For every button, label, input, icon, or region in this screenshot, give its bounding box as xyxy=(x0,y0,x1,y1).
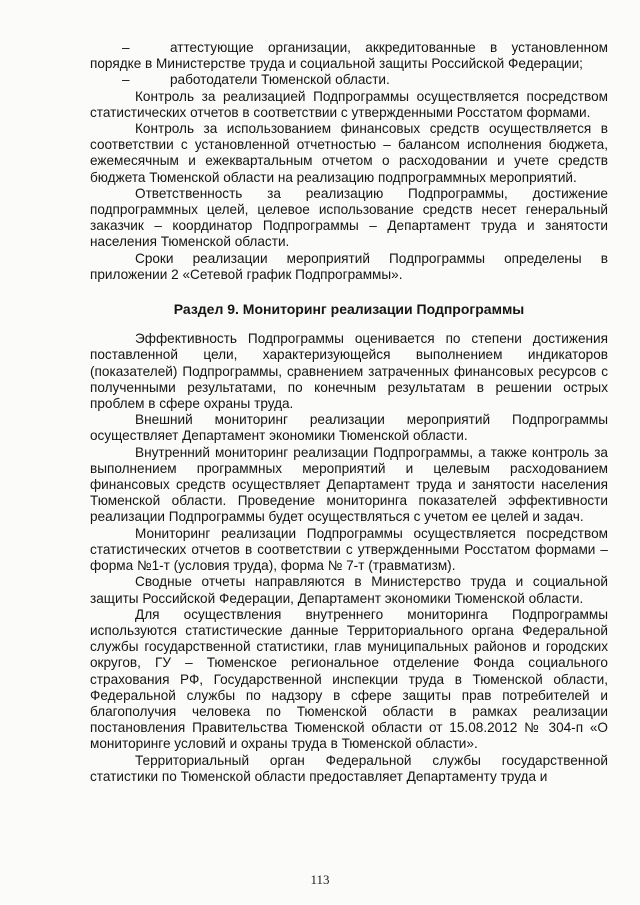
paragraph: Сводные отчеты направляются в Министерство труда и социальной защиты Российской Федерации, Департамент экономики Тюменской области. xyxy=(90,574,608,606)
paragraph: Сроки реализации мероприятий Подпрограммы определены в приложении 2 «Сетевой график Подпрограммы». xyxy=(90,250,608,282)
paragraph: Для осуществления внутреннего мониторинга Подпрограммы используются статистические данные Территориального органа Федеральной службы государственной статистики, глав муниципальных районов и городских округов, ГУ – Тюменское региональное отделение Фонда социального страхования РФ, Государственной инспекции труда в Тюменской области, Федеральной службы по надзору в сфере защиты прав потребителей и благополучия человека по Тюменской области в рамках реализации постановления Правительства Тюменской области от 15.08.2012 № 304-п «О мониторинге условий и охраны труда в Тюменской области». xyxy=(90,606,608,752)
paragraph: Мониторинг реализации Подпрограммы осуществляется посредством статистических отчетов в соответствии с утвержденными Росстатом формами – форма №1-т (условия труда), форма № 7-т (травматизм). xyxy=(90,525,608,574)
bullet-dash: – xyxy=(122,72,130,88)
paragraph: Контроль за использованием финансовых средств осуществляется в соответствии с установленной отчетностью – балансом исполнения бюджета, ежемесячным и ежеквартальным отчетом о расходовании и учете средств бюджета Тюменской области на реализацию подпрограммных мероприятий. xyxy=(90,121,608,185)
paragraph: Ответственность за реализацию Подпрограммы, достижение подпрограммных целей, целевое использование средств несет генеральный заказчик – координатор Подпрограммы – Департамент труда и занятости населения Тюменской области. xyxy=(90,185,608,250)
paragraph: Эффективность Подпрограммы оценивается по степени достижения поставленной цели, характеризующейся выполнением индикаторов (показателей) Подпрограммы, сравнением затраченных финансовых ресурсов с полученными результатами, по конечным результатам в решении острых проблем в сфере охраны труда. xyxy=(90,331,608,412)
bullet-text: аттестующие организации, аккредитованные в установленном порядке в Министерстве труда и социальной защиты Российской Федерации; xyxy=(90,40,608,72)
paragraph: Территориальный орган Федеральной службы государственной статистики по Тюменской области предоставляет Департаменту труда и xyxy=(90,752,608,784)
page-number: 113 xyxy=(310,872,330,887)
paragraph: Внутренний мониторинг реализации Подпрограммы, а также контроль за выполнением программных мероприятий и целевым расходованием финансовых средств осуществляет Департамент труда и занятости населения Тюменской области. Проведение мониторинга показателей эффективности реализации Подпрограммы будет осуществляться с учетом ее целей и задач. xyxy=(90,444,608,525)
page-body xyxy=(90,40,608,785)
section-heading: Раздел 9. Мониторинг реализации Подпрограммы xyxy=(173,301,525,318)
paragraph: Внешний мониторинг реализации мероприятий Подпрограммы осуществляет Департамент экономики Тюменской области. xyxy=(90,412,608,444)
paragraph: Контроль за реализацией Подпрограммы осуществляется посредством статистических отчетов в соответствии с утвержденными Росстатом формами. xyxy=(90,88,608,120)
bullet-item xyxy=(90,72,608,88)
bullet-item xyxy=(90,40,608,72)
bullet-text: работодатели Тюменской области. xyxy=(170,72,390,88)
bullet-dash: – xyxy=(122,40,130,55)
